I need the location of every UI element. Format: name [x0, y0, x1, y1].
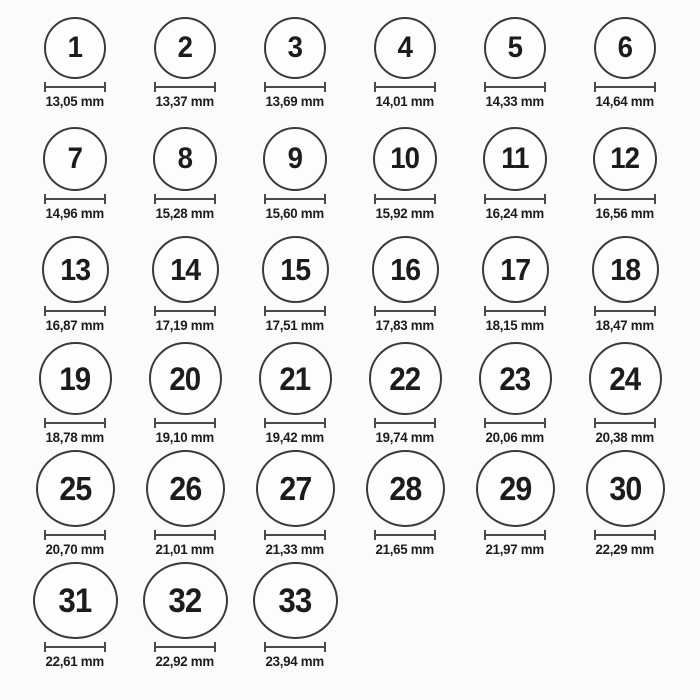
- dimension-end-tick: [374, 194, 376, 204]
- dimension-end-tick: [544, 418, 546, 428]
- ring-size-number: 24: [609, 360, 641, 397]
- ring-size-number: 19: [59, 360, 91, 397]
- ring-circle: [373, 127, 437, 191]
- ring-size-number: 5: [507, 31, 523, 64]
- diameter-label: 22,29 mm: [595, 541, 655, 557]
- dimension-end-tick: [434, 82, 436, 92]
- ring-size-number: 23: [499, 360, 531, 397]
- dimension-end-tick: [44, 306, 46, 316]
- diameter-dimension-line: [484, 422, 546, 424]
- ring-circle: [146, 450, 225, 527]
- dimension-end-tick: [594, 306, 596, 316]
- diameter-label: 21,33 mm: [265, 541, 325, 557]
- ring-size-number: 17: [500, 252, 530, 287]
- ring-size-cell: [350, 338, 460, 450]
- dimension-end-tick: [654, 530, 656, 540]
- ring-size-number: 9: [287, 142, 303, 175]
- dimension-end-tick: [374, 530, 376, 540]
- diameter-dimension-line: [44, 310, 106, 312]
- diameter-dimension-line: [264, 646, 326, 648]
- ring-size-number: 29: [499, 470, 531, 508]
- diameter-dimension-line: [484, 198, 546, 200]
- dimension-end-tick: [154, 194, 156, 204]
- ring-size-cell: [130, 450, 240, 562]
- diameter-dimension-line: [484, 86, 546, 88]
- ring-size-number: 21: [279, 360, 311, 397]
- ring-size-cell: [130, 338, 240, 450]
- ring-size-cell: [350, 114, 460, 226]
- ring-size-number: 26: [169, 470, 201, 508]
- diameter-label: 20,38 mm: [595, 429, 655, 445]
- diameter-label: 21,97 mm: [485, 541, 545, 557]
- diameter-label: 13,69 mm: [265, 93, 325, 109]
- dimension-end-tick: [484, 530, 486, 540]
- ring-circle: [149, 342, 222, 415]
- ring-size-number: 6: [617, 31, 633, 64]
- dimension-end-tick: [484, 194, 486, 204]
- ring-size-number: 18: [610, 252, 640, 287]
- diameter-label: 17,51 mm: [265, 317, 325, 333]
- ring-size-cell: [570, 114, 680, 226]
- dimension-end-tick: [154, 306, 156, 316]
- ring-size-number: 25: [59, 470, 91, 508]
- dimension-end-tick: [264, 418, 266, 428]
- ring-size-cell: [20, 450, 130, 562]
- dimension-end-tick: [654, 82, 656, 92]
- dimension-end-tick: [104, 642, 106, 652]
- dimension-end-tick: [324, 194, 326, 204]
- diameter-dimension-line: [374, 422, 436, 424]
- ring-circle: [589, 342, 662, 415]
- ring-circle: [152, 236, 219, 303]
- ring-circle: [586, 450, 665, 527]
- ring-circle: [36, 450, 115, 527]
- diameter-dimension-line: [154, 646, 216, 648]
- dimension-end-tick: [214, 642, 216, 652]
- dimension-end-tick: [544, 530, 546, 540]
- dimension-end-tick: [104, 418, 106, 428]
- dimension-end-tick: [264, 642, 266, 652]
- diameter-label: 17,19 mm: [155, 317, 215, 333]
- dimension-end-tick: [214, 530, 216, 540]
- diameter-dimension-line: [264, 310, 326, 312]
- diameter-dimension-line: [374, 534, 436, 536]
- diameter-label: 18,78 mm: [45, 429, 105, 445]
- ring-size-number: 8: [177, 142, 193, 175]
- ring-circle: [592, 236, 659, 303]
- dimension-end-tick: [44, 82, 46, 92]
- diameter-label: 20,70 mm: [45, 541, 105, 557]
- dimension-end-tick: [324, 418, 326, 428]
- ring-size-number: 16: [390, 252, 420, 287]
- ring-circle: [264, 17, 326, 79]
- dimension-end-tick: [44, 418, 46, 428]
- ring-circle: [154, 17, 216, 79]
- dimension-end-tick: [484, 306, 486, 316]
- dimension-end-tick: [264, 306, 266, 316]
- dimension-end-tick: [214, 306, 216, 316]
- ring-size-cell: [240, 450, 350, 562]
- ring-size-cell: [460, 450, 570, 562]
- diameter-label: 19,74 mm: [375, 429, 435, 445]
- ring-size-cell: [460, 2, 570, 114]
- diameter-dimension-line: [374, 310, 436, 312]
- diameter-dimension-line: [44, 646, 106, 648]
- ring-size-cell: [570, 338, 680, 450]
- diameter-dimension-line: [594, 310, 656, 312]
- diameter-label: 14,96 mm: [45, 205, 105, 221]
- ring-size-number: 12: [610, 142, 640, 175]
- dimension-end-tick: [594, 418, 596, 428]
- diameter-label: 13,05 mm: [45, 93, 105, 109]
- ring-circle: [483, 127, 547, 191]
- dimension-end-tick: [104, 194, 106, 204]
- ring-size-cell: [240, 338, 350, 450]
- dimension-end-tick: [264, 194, 266, 204]
- ring-size-cell: [350, 226, 460, 338]
- ring-size-number: 11: [501, 142, 529, 175]
- ring-size-cell: [130, 226, 240, 338]
- dimension-end-tick: [654, 306, 656, 316]
- ring-size-cell: [130, 562, 240, 674]
- diameter-dimension-line: [44, 534, 106, 536]
- ring-size-cell: [240, 562, 350, 674]
- diameter-label: 15,60 mm: [265, 205, 325, 221]
- dimension-end-tick: [374, 418, 376, 428]
- dimension-end-tick: [154, 82, 156, 92]
- ring-circle: [153, 127, 217, 191]
- ring-size-cell: [460, 114, 570, 226]
- diameter-dimension-line: [374, 198, 436, 200]
- dimension-end-tick: [594, 194, 596, 204]
- ring-size-cell: [240, 226, 350, 338]
- ring-size-number: 20: [169, 360, 201, 397]
- dimension-end-tick: [324, 642, 326, 652]
- ring-size-cell: [20, 226, 130, 338]
- diameter-label: 18,47 mm: [595, 317, 655, 333]
- ring-size-number: 33: [278, 581, 312, 620]
- dimension-end-tick: [544, 306, 546, 316]
- dimension-end-tick: [154, 530, 156, 540]
- diameter-label: 16,87 mm: [45, 317, 105, 333]
- ring-size-cell: [570, 2, 680, 114]
- diameter-label: 22,92 mm: [155, 653, 215, 669]
- ring-size-number: 31: [58, 581, 92, 620]
- diameter-label: 21,01 mm: [155, 541, 215, 557]
- dimension-end-tick: [154, 418, 156, 428]
- diameter-dimension-line: [594, 534, 656, 536]
- dimension-end-tick: [264, 530, 266, 540]
- diameter-dimension-line: [264, 86, 326, 88]
- ring-circle: [369, 342, 442, 415]
- diameter-label: 19,42 mm: [265, 429, 325, 445]
- diameter-label: 20,06 mm: [485, 429, 545, 445]
- dimension-end-tick: [434, 530, 436, 540]
- ring-circle: [42, 236, 109, 303]
- ring-size-cell: [240, 114, 350, 226]
- ring-size-cell: [240, 2, 350, 114]
- dimension-end-tick: [594, 82, 596, 92]
- ring-size-number: 10: [390, 142, 420, 175]
- ring-size-number: 30: [609, 470, 641, 508]
- diameter-label: 19,10 mm: [155, 429, 215, 445]
- ring-size-number: 15: [280, 252, 310, 287]
- dimension-end-tick: [154, 642, 156, 652]
- ring-circle: [259, 342, 332, 415]
- diameter-dimension-line: [374, 86, 436, 88]
- diameter-dimension-line: [154, 86, 216, 88]
- diameter-label: 21,65 mm: [375, 541, 435, 557]
- diameter-label: 15,92 mm: [375, 205, 435, 221]
- ring-circle: [594, 17, 656, 79]
- diameter-dimension-line: [154, 422, 216, 424]
- diameter-dimension-line: [154, 198, 216, 200]
- dimension-end-tick: [324, 306, 326, 316]
- dimension-end-tick: [654, 194, 656, 204]
- diameter-dimension-line: [594, 198, 656, 200]
- diameter-label: 23,94 mm: [265, 653, 325, 669]
- ring-circle: [33, 562, 118, 639]
- ring-circle: [39, 342, 112, 415]
- dimension-end-tick: [324, 530, 326, 540]
- dimension-end-tick: [214, 194, 216, 204]
- ring-size-cell: [350, 450, 460, 562]
- ring-size-number: 28: [389, 470, 421, 508]
- ring-size-number: 1: [67, 31, 83, 64]
- ring-size-cell: [350, 2, 460, 114]
- ring-circle: [43, 127, 107, 191]
- dimension-end-tick: [434, 418, 436, 428]
- dimension-end-tick: [484, 418, 486, 428]
- ring-size-cell: [20, 562, 130, 674]
- ring-circle: [263, 127, 327, 191]
- dimension-end-tick: [214, 82, 216, 92]
- dimension-end-tick: [654, 418, 656, 428]
- dimension-end-tick: [544, 194, 546, 204]
- ring-size-cell: [460, 226, 570, 338]
- ring-size-number: 14: [170, 252, 200, 287]
- diameter-dimension-line: [44, 198, 106, 200]
- dimension-end-tick: [544, 82, 546, 92]
- ring-circle: [482, 236, 549, 303]
- ring-circle: [479, 342, 552, 415]
- ring-size-cell: [570, 450, 680, 562]
- ring-size-cell: [20, 2, 130, 114]
- diameter-dimension-line: [44, 86, 106, 88]
- dimension-end-tick: [44, 194, 46, 204]
- dimension-end-tick: [434, 306, 436, 316]
- diameter-dimension-line: [484, 310, 546, 312]
- dimension-end-tick: [104, 82, 106, 92]
- ring-size-number: 13: [60, 252, 90, 287]
- ring-circle: [372, 236, 439, 303]
- diameter-label: 14,64 mm: [595, 93, 655, 109]
- dimension-end-tick: [324, 82, 326, 92]
- diameter-label: 15,28 mm: [155, 205, 215, 221]
- ring-size-number: 2: [177, 31, 193, 64]
- diameter-label: 16,24 mm: [485, 205, 545, 221]
- ring-size-number: 4: [397, 31, 413, 64]
- dimension-end-tick: [104, 530, 106, 540]
- diameter-label: 22,61 mm: [45, 653, 105, 669]
- diameter-dimension-line: [154, 310, 216, 312]
- ring-circle: [262, 236, 329, 303]
- diameter-label: 17,83 mm: [375, 317, 435, 333]
- diameter-label: 16,56 mm: [595, 205, 655, 221]
- dimension-end-tick: [434, 194, 436, 204]
- ring-size-cell: [570, 226, 680, 338]
- ring-size-cell: [460, 338, 570, 450]
- dimension-end-tick: [44, 530, 46, 540]
- ring-circle: [484, 17, 546, 79]
- diameter-label: 18,15 mm: [485, 317, 545, 333]
- diameter-dimension-line: [264, 422, 326, 424]
- ring-size-number: 22: [389, 360, 421, 397]
- ring-size-cell: [20, 114, 130, 226]
- ring-circle: [253, 562, 338, 639]
- diameter-dimension-line: [264, 534, 326, 536]
- dimension-end-tick: [594, 530, 596, 540]
- diameter-dimension-line: [264, 198, 326, 200]
- ring-size-cell: [130, 2, 240, 114]
- ring-size-number: 32: [168, 581, 202, 620]
- ring-size-cell: [130, 114, 240, 226]
- diameter-dimension-line: [44, 422, 106, 424]
- diameter-dimension-line: [594, 86, 656, 88]
- diameter-dimension-line: [484, 534, 546, 536]
- ring-circle: [256, 450, 335, 527]
- ring-circle: [374, 17, 436, 79]
- dimension-end-tick: [374, 306, 376, 316]
- dimension-end-tick: [374, 82, 376, 92]
- diameter-label: 14,33 mm: [485, 93, 545, 109]
- diameter-dimension-line: [154, 534, 216, 536]
- dimension-end-tick: [104, 306, 106, 316]
- ring-circle: [143, 562, 228, 639]
- ring-circle: [44, 17, 106, 79]
- ring-size-number: 27: [279, 470, 311, 508]
- ring-size-cell: [20, 338, 130, 450]
- diameter-label: 13,37 mm: [155, 93, 215, 109]
- dimension-end-tick: [44, 642, 46, 652]
- ring-circle: [366, 450, 445, 527]
- ring-size-number: 7: [67, 142, 83, 175]
- dimension-end-tick: [484, 82, 486, 92]
- ring-circle: [593, 127, 657, 191]
- diameter-dimension-line: [594, 422, 656, 424]
- dimension-end-tick: [214, 418, 216, 428]
- diameter-label: 14,01 mm: [375, 93, 435, 109]
- ring-size-number: 3: [287, 31, 303, 64]
- dimension-end-tick: [264, 82, 266, 92]
- ring-circle: [476, 450, 555, 527]
